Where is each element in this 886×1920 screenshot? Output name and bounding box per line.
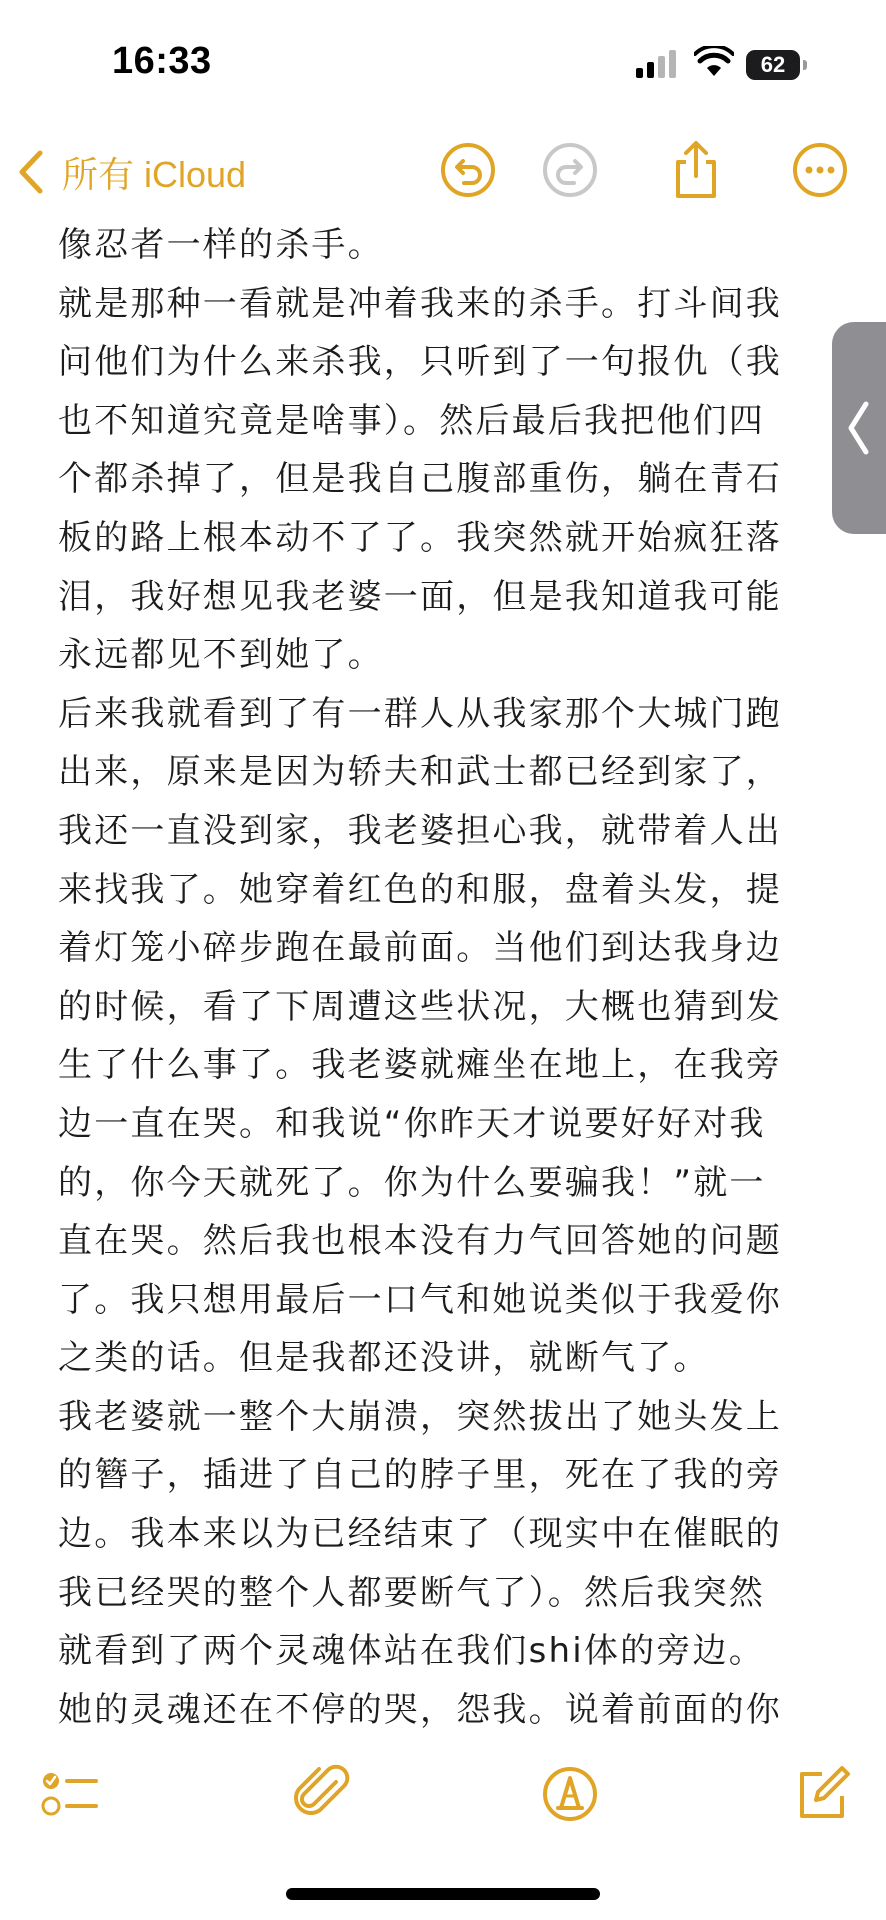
status-bar [0, 0, 886, 120]
note-line: 泪，我好想见我老婆一面，但是我知道我可能 [58, 576, 782, 617]
note-line: 了。我只想用最后一口气和她说类似于我爱你 [58, 1279, 782, 1320]
note-line: 直在哭。然后我也根本没有力气回答她的问题 [58, 1221, 782, 1262]
note-line: 像忍者一样的杀手。 [58, 225, 384, 265]
note-line: 板的路上根本动不了了。我突然就开始疯狂落 [58, 517, 782, 558]
note-line: 个都杀掉了，但是我自己腹部重伤，躺在青石 [58, 459, 782, 500]
note-line: 边一直在哭。和我说“你昨天才说要好好对我 [58, 1103, 766, 1144]
wifi-icon [694, 46, 734, 78]
paperclip-icon[interactable] [292, 1764, 352, 1824]
note-line: 也不知道究竟是啥事）。然后最后我把他们四 [58, 400, 765, 441]
note-line: 问他们为什么来杀我，只听到了一句报仇（我 [58, 342, 782, 383]
side-panel-tab[interactable] [832, 322, 886, 534]
note-line: 就是那种一看就是冲着我来的杀手。打斗间我 [58, 283, 782, 324]
note-line: 永远都见不到她了。 [58, 635, 384, 676]
checklist-icon[interactable] [40, 1764, 100, 1824]
more-icon[interactable] [790, 140, 850, 200]
note-line: 我已经哭的整个人都要断气了）。然后我突然 [58, 1572, 765, 1613]
note-line: 就看到了两个灵魂体站在我们shi体的旁边。 [58, 1631, 765, 1672]
note-line: 来找我了。她穿着红色的和服，盘着头发，提 [58, 869, 782, 910]
bottom-toolbar [0, 1752, 886, 1836]
back-button[interactable] [18, 144, 246, 200]
note-body[interactable] [58, 216, 828, 1739]
note-line: 边。我本来以为已经结束了（现实中在催眠的 [58, 1514, 782, 1555]
battery-level: 62 [746, 50, 800, 80]
markup-pen-icon[interactable] [540, 1764, 600, 1824]
note-line: 我还一直没到家，我老婆担心我，就带着人出 [58, 810, 782, 851]
status-time: 16:33 [112, 40, 212, 82]
note-line: 出来，原来是因为轿夫和武士都已经到家了， [58, 752, 782, 793]
share-icon[interactable] [666, 140, 726, 200]
signal-icon [636, 50, 680, 78]
navigation-bar [0, 130, 886, 214]
note-line: 的，你今天就死了。你为什么要骗我！”就一 [58, 1162, 766, 1203]
note-line: 的簪子，插进了自己的脖子里，死在了我的旁 [58, 1455, 782, 1496]
note-line: 的时候，看了下周遭这些状况，大概也猜到发 [58, 986, 782, 1027]
note-line: 着灯笼小碎步跑在最前面。当他们到达我身边 [58, 928, 782, 969]
battery-icon [746, 50, 808, 80]
back-label: 所有 iCloud [62, 153, 247, 195]
chevron-left-icon [18, 150, 44, 194]
undo-icon[interactable] [438, 140, 498, 200]
note-line: 生了什么事了。我老婆就瘫坐在地上，在我旁 [58, 1045, 782, 1086]
note-line: 后来我就看到了有一群人从我家那个大城门跑 [58, 693, 782, 734]
note-line: 之类的话。但是我都还没讲，就断气了。 [58, 1338, 710, 1379]
redo-icon[interactable] [540, 140, 600, 200]
chevron-left-icon [846, 400, 870, 456]
home-indicator [286, 1888, 600, 1900]
compose-icon[interactable] [792, 1764, 852, 1824]
note-line: 我老婆就一整个大崩溃，突然拔出了她头发上 [58, 1396, 782, 1437]
note-line: 她的灵魂还在不停的哭，怨我。说着前面的你 [58, 1689, 782, 1730]
